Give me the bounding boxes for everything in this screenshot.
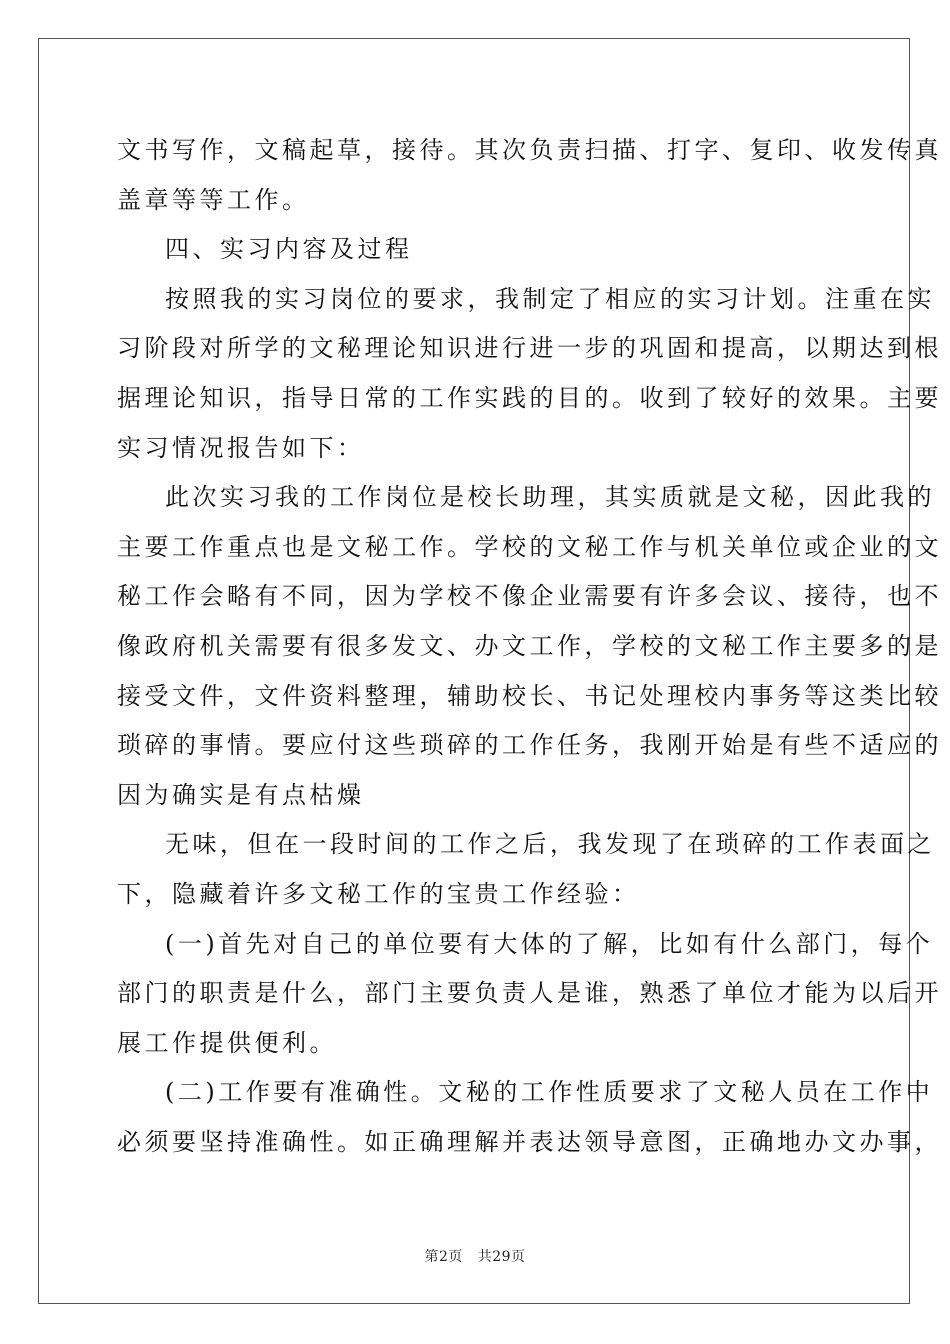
text-line: 实习情况报告如下：	[117, 433, 365, 462]
text-line: 展工作提供便利。	[117, 1028, 337, 1057]
page-number: 第2页 共29页	[424, 1249, 526, 1265]
document-body	[117, 126, 942, 1167]
page-footer	[0, 1246, 950, 1266]
text-line: (一)首先对自己的单位要有大体的了解，比如有什么部门，每个	[165, 929, 934, 958]
text-line: 盖章等等工作。	[117, 185, 310, 214]
text-line: 此次实习我的工作岗位是校长助理，其实质就是文秘，因此我的	[165, 483, 935, 512]
text-line: 接受文件，文件资料整理，辅助校长、书记处理校内事务等这类比较	[117, 681, 942, 710]
text-line: 据理论知识，指导日常的工作实践的目的。收到了较好的效果。主要	[117, 383, 942, 412]
text-line: 下，隐藏着许多文秘工作的宝贵工作经验：	[117, 879, 640, 908]
text-line: 部门的职责是什么，部门主要负责人是谁，熟悉了单位才能为以后开	[117, 979, 942, 1008]
text-line: 习阶段对所学的文秘理论知识进行进一步的巩固和提高，以期达到根	[117, 334, 942, 363]
text-line: 因为确实是有点枯燥	[117, 780, 365, 809]
section-heading: 四、实习内容及过程	[165, 235, 413, 264]
text-line: (二)工作要有准确性。文秘的工作性质要求了文秘人员在工作中	[165, 1078, 934, 1107]
text-line: 主要工作重点也是文秘工作。学校的文秘工作与机关单位或企业的文	[117, 532, 942, 561]
text-line: 秘工作会略有不同，因为学校不像企业需要有许多会议、接待，也不	[117, 582, 942, 611]
text-line: 必须要坚持准确性。如正确理解并表达领导意图，正确地办文办事，	[117, 1127, 942, 1156]
text-line: 像政府机关需要有很多发文、办文工作，学校的文秘工作主要多的是	[117, 631, 942, 660]
text-line: 琐碎的事情。要应付这些琐碎的工作任务，我刚开始是有些不适应的	[117, 731, 942, 760]
text-line: 文书写作，文稿起草，接待。其次负责扫描、打字、复印、收发传真	[117, 136, 942, 164]
text-line: 按照我的实习岗位的要求，我制定了相应的实习计划。注重在实	[165, 284, 935, 313]
text-line: 无味，但在一段时间的工作之后，我发现了在琐碎的工作表面之	[165, 830, 935, 859]
